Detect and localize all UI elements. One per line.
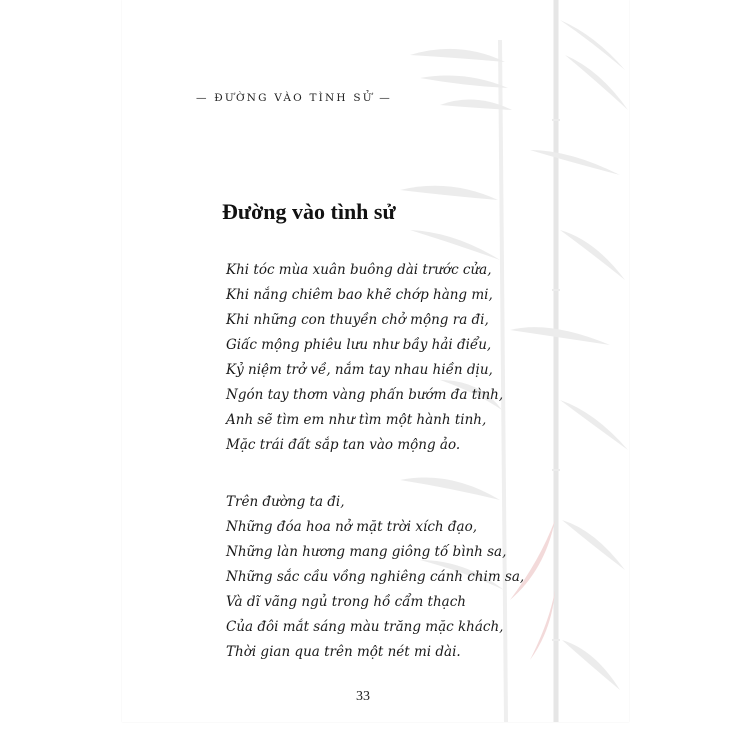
poem-line: Khi những con thuyền chở mộng ra đi, [226,312,489,328]
poem-line: Khi nắng chiêm bao khẽ chớp hàng mi, [226,287,493,303]
poem-line: Những đóa hoa nở mặt trời xích đạo, [226,519,477,535]
poem-title: Đường vào tình sử [222,199,396,224]
poem-line: Kỷ niệm trở về, nắm tay nhau hiền dịu, [226,362,493,378]
stanza-1 [226,258,503,458]
poem-line: Những sắc cầu vồng nghiêng cánh chim sa, [226,569,525,585]
poem-line: Khi tóc mùa xuân buông dài trước cửa, [226,262,492,278]
poem-line: Mặc trái đất sắp tan vào mộng ảo. [226,437,461,453]
stanza-2 [226,490,524,665]
poem-line: Những làn hương mang giông tố bình sa, [226,544,507,560]
page-number: 33 [356,689,370,704]
poem-line: Ngón tay thơm vàng phấn bướm đa tình, [226,387,504,403]
running-head: — ĐƯỜNG VÀO TÌNH SỬ — [196,92,392,104]
poem-line: Anh sẽ tìm em như tìm một hành tinh, [226,412,487,428]
poem-line: Trên đường ta đi, [226,494,345,510]
poem-line: Và dĩ vãng ngủ trong hồ cẩm thạch [226,594,466,610]
poem-line: Giấc mộng phiêu lưu như bầy hải điểu, [226,337,492,353]
poem-line: Thời gian qua trên một nét mi dài. [226,644,461,660]
poem-line: Của đôi mắt sáng màu trăng mặc khách, [226,619,504,635]
